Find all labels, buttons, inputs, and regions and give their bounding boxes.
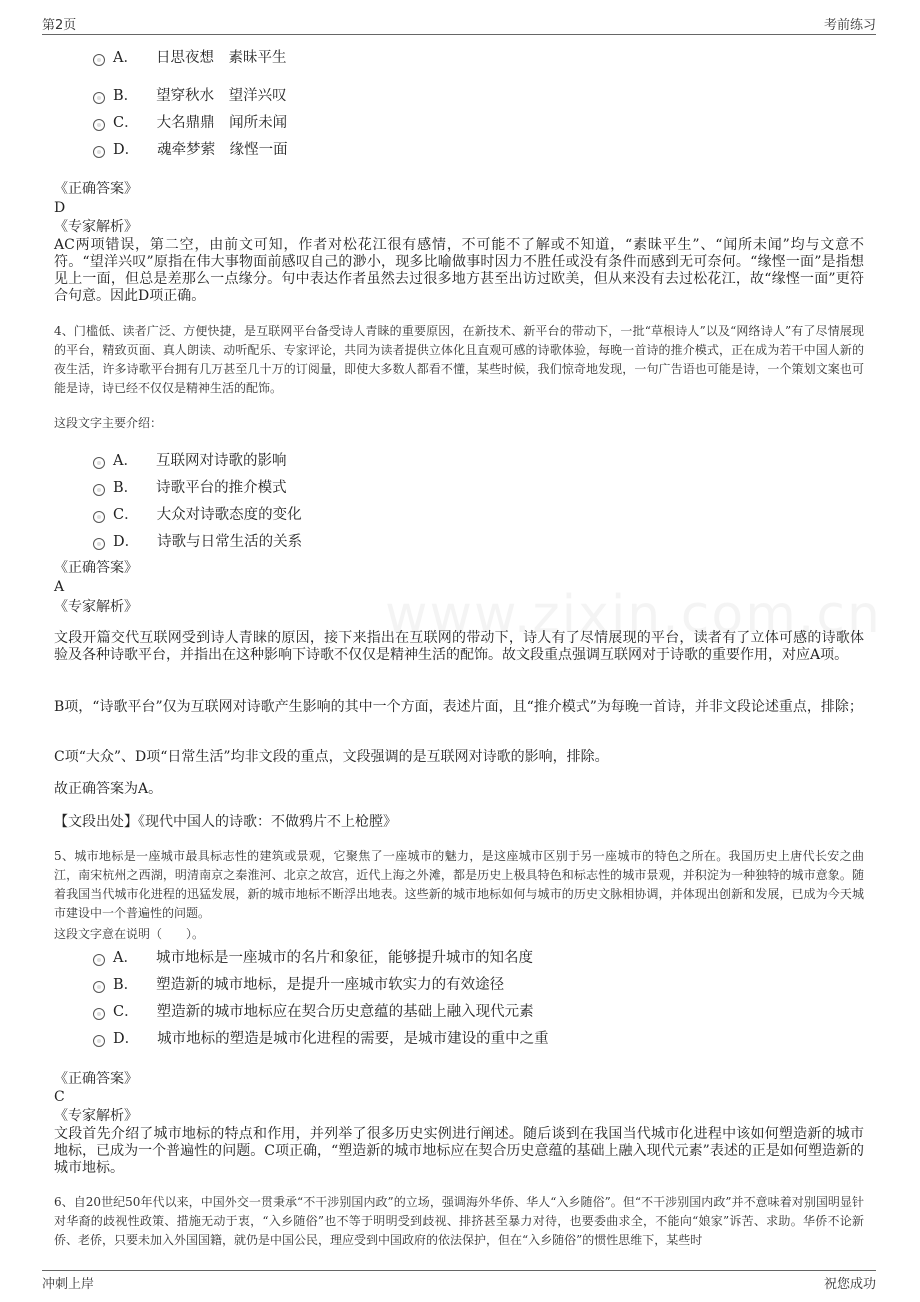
- option-text: 大众对诗歌态度的变化: [156, 507, 302, 523]
- radio-icon[interactable]: [93, 54, 105, 66]
- option-letter: C．: [113, 1004, 139, 1020]
- option-letter: A．: [113, 453, 138, 469]
- option-letter: D．: [113, 534, 140, 550]
- option-text: 塑造新的城市地标应在契合历史意蕴的基础上融入现代元素: [156, 1004, 534, 1020]
- q3-answer-label: 《正确答案》: [54, 181, 138, 197]
- q5-answer-label: 《正确答案》: [54, 1071, 138, 1087]
- option-text: 塑造新的城市地标，是提升一座城市软实力的有效途径: [156, 977, 505, 993]
- q4-analysis-paragraph: 文段开篇交代互联网受到诗人青睐的原因，接下来指出在互联网的带动下，诗人有了尽情展现的平台，读者有了立体可感的诗歌体验及各种诗歌平台，并指出在这种影响下诗歌不仅仅是精神生活的配饰。故文段重点强调互联网对于诗歌的重要作用，对应A项。: [54, 630, 864, 663]
- radio-icon[interactable]: [93, 119, 105, 131]
- page-header: [42, 14, 876, 35]
- q6-stem: 6、自20世纪50年代以来，中国外交一贯秉承“不干涉别国内政”的立场，强调海外华侨、华人“入乡随俗”。但“不干涉别国内政”并不意味着对别国明显针对华裔的歧视性政策、措施无动于衷，“入乡随俗”也不等于明明受到歧视、排挤甚至暴力对待，也要委曲求全，不能向“娘家”诉苦、求助。华侨不论新侨、老侨，只要未加入外国国籍，就仍是中国公民，理应受到中国政府的依法保护，但在“入乡随俗”的惯性思维下，某些时: [54, 1195, 864, 1247]
- q4-analysis-paragraph: B项，“诗歌平台”仅为互联网对诗歌产生影响的其中一个方面，表述片面，且“推介模式”为每晚一首诗，并非文段论述重点，排除；: [54, 699, 863, 715]
- page-number: 第2页: [42, 18, 77, 33]
- option-letter: B．: [113, 480, 139, 496]
- q5-prompt: 这段文字意在说明（ ）。: [54, 927, 205, 941]
- radio-icon[interactable]: [93, 457, 105, 469]
- option-letter: B．: [113, 88, 139, 104]
- q4-option-a[interactable]: [93, 449, 286, 470]
- q3-analysis-label: 《专家解析》: [54, 219, 138, 235]
- radio-icon[interactable]: [93, 981, 105, 993]
- q4-prompt: 这段文字主要介绍：: [54, 416, 163, 430]
- q3-answer: D: [54, 200, 66, 216]
- q4-analysis-paragraph: 故正确答案为A。: [54, 781, 163, 797]
- q5-option-d[interactable]: [93, 1027, 549, 1048]
- footer-left: 冲刺上岸: [42, 1277, 95, 1292]
- radio-icon[interactable]: [93, 484, 105, 496]
- q5-option-c[interactable]: [93, 1000, 534, 1021]
- q4-option-b[interactable]: [93, 476, 287, 497]
- q5-option-a[interactable]: [93, 946, 533, 967]
- radio-icon[interactable]: [93, 511, 105, 523]
- option-text: 日思夜想 素昧平生: [155, 50, 287, 66]
- q3-option-c[interactable]: [93, 111, 287, 132]
- option-text: 诗歌平台的推介模式: [156, 480, 287, 496]
- page-footer: [42, 1270, 876, 1292]
- option-letter: B．: [113, 977, 139, 993]
- radio-icon[interactable]: [93, 92, 105, 104]
- radio-icon[interactable]: [93, 954, 105, 966]
- option-letter: C．: [113, 115, 139, 131]
- option-text: 互联网对诗歌的影响: [155, 453, 287, 469]
- q5-option-b[interactable]: [93, 973, 504, 994]
- option-text: 城市地标的塑造是城市化进程的需要，是城市建设的重中之重: [157, 1031, 549, 1047]
- q3-analysis: AC两项错误，第二空，由前文可知，作者对松花江很有感情，不可能不了解或不知道，“素昧平生”、“闻所未闻”均与文意不符。“望洋兴叹”原指在伟大事物面前感叹自己的渺小，现多比喻做事时因力不胜任或没有条件而感到无可奈何。“缘悭一面”是指想见上一面，但总是差那么一点缘分。句中表达作者虽然去过很多地方甚至出访过欧美，但从来没有去过松花江，故“缘悭一面”更符合句意。因此D项正确。: [54, 237, 864, 304]
- q4-source: 【文段出处】《现代中国人的诗歌：不做鸦片不上枪膛》: [54, 814, 397, 830]
- q3-option-d[interactable]: [93, 138, 288, 159]
- q5-analysis: 文段首先介绍了城市地标的特点和作用，并列举了很多历史实例进行阐述。随后谈到在我国当代城市化进程中该如何塑造新的城市地标，已成为一个普遍性的问题。C项正确，“塑造新的城市地标应在契合历史意蕴的基础上融入现代元素”表述的正是如何塑造新的城市地标。: [54, 1126, 864, 1176]
- option-letter: D．: [113, 142, 140, 158]
- option-text: 魂牵梦萦 缘悭一面: [157, 142, 288, 158]
- radio-icon[interactable]: [93, 146, 105, 158]
- q5-analysis-label: 《专家解析》: [54, 1108, 138, 1124]
- option-letter: C．: [113, 507, 139, 523]
- q5-stem: 5、城市地标是一座城市最具标志性的建筑或景观，它聚焦了一座城市的魅力，是这座城市区别于另一座城市的特色之所在。我国历史上唐代长安之曲江，南宋杭州之西湖，明清南京之秦淮河、北京之故宫，近代上海之外滩，都是历史上极具特色和标志性的城市景观，并积淀为一种独特的城市意象。随着我国当代城市化进程的迅猛发展，新的城市地标不断浮出地表。这些新的城市地标如何与城市的历史文脉相协调，并体现出创新和发展，已成为今天城市建设中一个普遍性的问题。: [54, 849, 864, 920]
- q3-option-b[interactable]: [93, 84, 287, 105]
- radio-icon[interactable]: [93, 1008, 105, 1020]
- q4-stem: 4、门槛低、读者广泛、方便快捷，是互联网平台备受诗人青睐的重要原因，在新技术、新平台的带动下，一批“草根诗人”以及“网络诗人”有了尽情展现的平台，精致页面、真人朗读、动听配乐、专家评论，共同为读者提供立体化且直观可感的诗歌体验，每晚一首诗的推介模式，正在成为若干中国人新的夜生活，许多诗歌平台拥有几万甚至几十万的订阅量，即使大多数人都看不懂，某些时候，我们惊奇地发现，一句广告语也可能是诗，一个策划文案也可能是诗，诗已经不仅仅是精神生活的配饰。: [54, 324, 864, 395]
- option-text: 望穿秋水 望洋兴叹: [156, 88, 287, 104]
- radio-icon[interactable]: [93, 1035, 105, 1047]
- option-text: 大名鼎鼎 闻所未闻: [156, 115, 288, 131]
- q4-analysis-paragraph: C项“大众”、D项“日常生活”均非文段的重点，文段强调的是互联网对诗歌的影响，排除。: [54, 749, 609, 765]
- radio-icon[interactable]: [93, 538, 105, 550]
- q4-answer: A: [54, 579, 65, 595]
- option-text: 城市地标是一座城市的名片和象征，能够提升城市的知名度: [155, 950, 533, 966]
- q4-option-c[interactable]: [93, 503, 302, 524]
- option-letter: A．: [113, 950, 138, 966]
- option-text: 诗歌与日常生活的关系: [157, 534, 303, 550]
- footer-right: 祝您成功: [823, 1277, 876, 1292]
- option-letter: D．: [113, 1031, 140, 1047]
- q4-answer-label: 《正确答案》: [54, 560, 138, 576]
- q4-analysis-label: 《专家解析》: [54, 599, 138, 615]
- q5-answer: C: [54, 1089, 65, 1105]
- q4-option-d[interactable]: [93, 530, 302, 551]
- option-letter: A．: [113, 50, 138, 66]
- header-title: 考前练习: [823, 18, 876, 33]
- q3-option-a[interactable]: [93, 46, 286, 67]
